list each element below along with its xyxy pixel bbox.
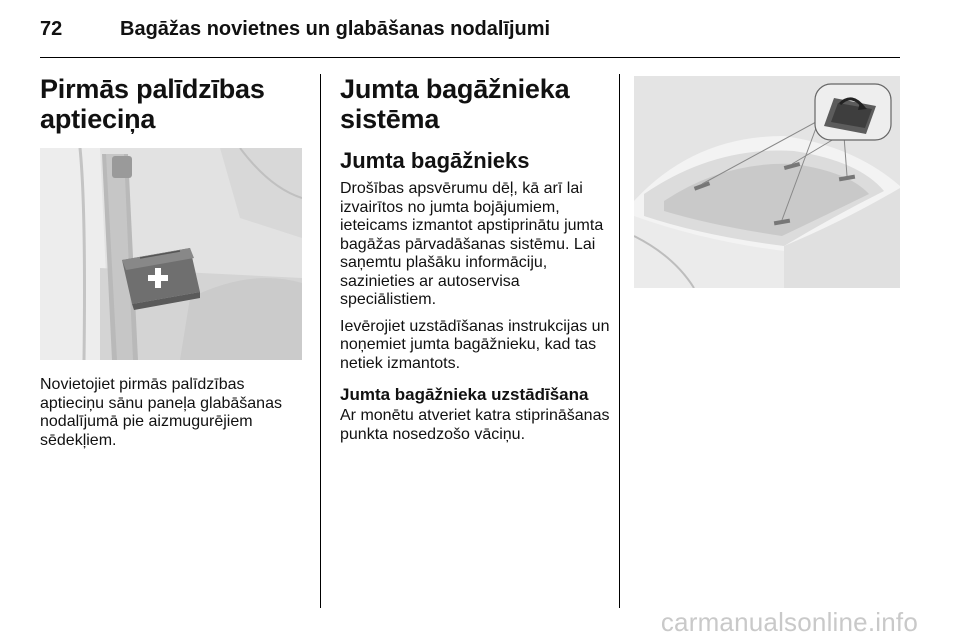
first-aid-heading-line2: aptieciņa xyxy=(40,104,156,134)
first-aid-heading-line1: Pirmās palīdzības xyxy=(40,74,265,104)
roof-illustration-column xyxy=(634,66,900,288)
first-aid-text: Novietojiet pirmās palīdzības aptieciņu sānu paneļa glabāšanas nodalījumā pie aizmugurējiem sēdekļiem. xyxy=(40,376,282,449)
header-divider xyxy=(40,57,900,58)
roof-rack-section xyxy=(340,66,610,444)
roof-rack-subheading: Jumta bagāžnieks xyxy=(340,148,530,173)
first-aid-section xyxy=(40,66,302,450)
roof-rack-paragraph-2: Ievērojiet uzstādīšanas instrukcijas un noņemiet jumta bagāžnieku, kad tas netiek izmantots. xyxy=(340,317,610,372)
page-header-title: Bagāžas novietnes un glabāšanas nodalījumi xyxy=(120,18,551,40)
roof-rack-paragraph-1: Drošības apsvērumu dēļ, kā arī lai izvairītos no jumta bojājumiem, ieteicams izmantot apstiprinātu jumta bagāžas pārvadāšanas sistēmu. Lai saņemtu plašāku informāciju, sazinieties ar autoservisa speciālistiem. xyxy=(340,180,604,308)
roof-rack-heading-line1: Jumta bagāžnieka xyxy=(340,74,570,104)
watermark: carmanualsonline.info xyxy=(660,607,918,637)
roof-mounting-points-illustration xyxy=(634,76,900,288)
column-divider xyxy=(619,74,620,608)
page-header xyxy=(40,18,900,41)
first-aid-kit-illustration xyxy=(40,148,302,360)
first-aid-heading xyxy=(40,74,302,134)
roof-rack-heading xyxy=(340,74,610,134)
column-divider xyxy=(320,74,321,608)
roof-rack-heading-line2: sistēma xyxy=(340,104,440,134)
roof-rack-install-text: Ar monētu atveriet katra stiprināšanas punkta nosedzošo vāciņu. xyxy=(340,407,610,443)
roof-rack-install-heading: Jumta bagāžnieka uzstādīšana xyxy=(340,385,589,404)
page-number: 72 xyxy=(40,18,63,40)
